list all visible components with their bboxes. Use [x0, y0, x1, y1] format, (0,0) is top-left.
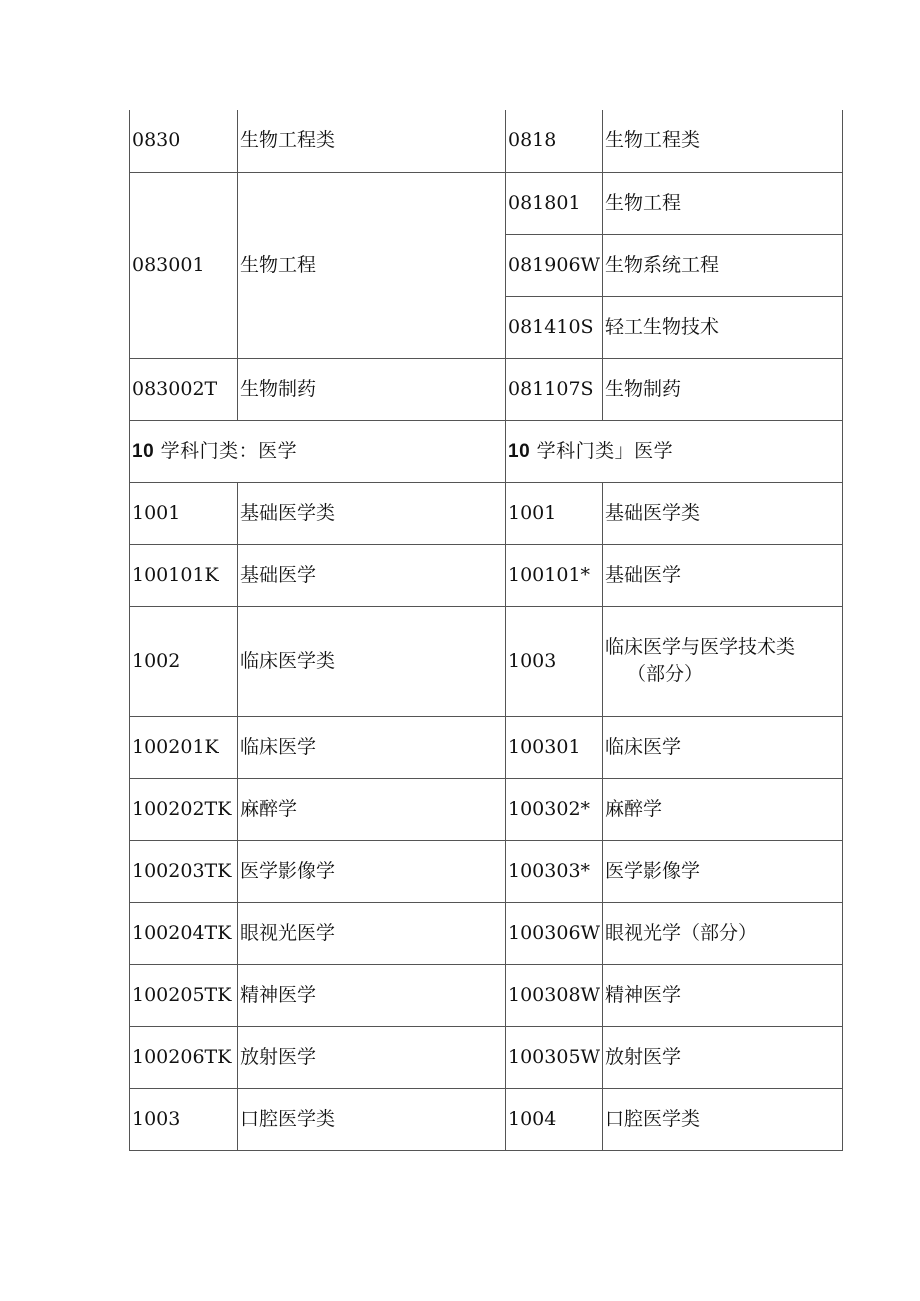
old-code-cell: 0818: [506, 110, 603, 172]
table-row: [130, 606, 843, 716]
new-name-cell: 口腔医学类: [238, 1088, 506, 1150]
table-row: [130, 544, 843, 606]
new-code-cell: 1001: [130, 482, 238, 544]
old-code-cell: 100303*: [506, 840, 603, 902]
old-name-cell: 基础医学类: [603, 482, 843, 544]
old-code-cell: 081801: [506, 172, 603, 234]
old-code-cell: 100301: [506, 716, 603, 778]
discipline-number: 10: [132, 440, 155, 462]
old-code-cell: 081107S: [506, 358, 603, 420]
table-row: [130, 964, 843, 1026]
table-row: [130, 1088, 843, 1150]
discipline-number: 10: [508, 440, 531, 462]
old-name-cell: 临床医学: [603, 716, 843, 778]
table-row: [130, 358, 843, 420]
new-code-cell: 100201K: [130, 716, 238, 778]
table-row: [130, 716, 843, 778]
new-name-cell: 临床医学类: [238, 606, 506, 716]
old-code-cell: 1004: [506, 1088, 603, 1150]
new-name-cell: 放射医学: [238, 1026, 506, 1088]
old-code-cell: 100101*: [506, 544, 603, 606]
discipline-title: 学科门类」医学: [530, 439, 674, 462]
table-row: [130, 172, 843, 234]
old-name-cell: 生物系统工程: [603, 234, 843, 296]
old-name-line-1: 临床医学与医学技术类: [605, 636, 796, 658]
old-name-cell: 生物工程类: [603, 110, 843, 172]
table-row: [130, 840, 843, 902]
new-name-cell: 医学影像学: [238, 840, 506, 902]
old-code-cell: 100308W: [506, 964, 603, 1026]
new-name-cell: 基础医学: [238, 544, 506, 606]
new-code-cell: 0830: [130, 110, 238, 172]
old-name-cell: 生物制药: [603, 358, 843, 420]
new-code-cell: 100206TK: [130, 1026, 238, 1088]
old-discipline-heading: [506, 420, 843, 482]
new-name-cell: 生物工程: [238, 172, 506, 358]
old-name-cell: 麻醉学: [603, 778, 843, 840]
new-code-cell: 100203TK: [130, 840, 238, 902]
new-code-cell: 1003: [130, 1088, 238, 1150]
major-correspondence-table: [129, 110, 843, 1151]
old-code-cell: 100302*: [506, 778, 603, 840]
old-name-cell: 精神医学: [603, 964, 843, 1026]
new-code-cell: 083002T: [130, 358, 238, 420]
old-name-cell: 眼视光学（部分）: [603, 902, 843, 964]
new-name-cell: 临床医学: [238, 716, 506, 778]
old-name-cell: 生物工程: [603, 172, 843, 234]
new-code-cell: 1002: [130, 606, 238, 716]
new-code-cell: 100101K: [130, 544, 238, 606]
table-row: [130, 110, 843, 172]
old-name-cell: 医学影像学: [603, 840, 843, 902]
table-row: [130, 1026, 843, 1088]
old-name-cell: 口腔医学类: [603, 1088, 843, 1150]
new-code-cell: 100204TK: [130, 902, 238, 964]
table-row: [130, 482, 843, 544]
old-code-cell: 081906W: [506, 234, 603, 296]
new-name-cell: 麻醉学: [238, 778, 506, 840]
table-row: [130, 778, 843, 840]
new-name-cell: 生物工程类: [238, 110, 506, 172]
new-name-cell: 精神医学: [238, 964, 506, 1026]
new-code-cell: 083001: [130, 172, 238, 358]
table-row: [130, 902, 843, 964]
new-code-cell: 100205TK: [130, 964, 238, 1026]
old-name-cell: 基础医学: [603, 544, 843, 606]
old-code-cell: 1001: [506, 482, 603, 544]
old-name-cell: 轻工生物技术: [603, 296, 843, 358]
new-name-cell: 生物制药: [238, 358, 506, 420]
old-name-cell: 放射医学: [603, 1026, 843, 1088]
old-name-cell: [603, 606, 843, 716]
new-code-cell: 100202TK: [130, 778, 238, 840]
old-name-line-2: （部分）: [627, 663, 704, 685]
old-code-cell: 081410S: [506, 296, 603, 358]
new-name-cell: 眼视光医学: [238, 902, 506, 964]
new-name-cell: 基础医学类: [238, 482, 506, 544]
discipline-title: 学科门类：医学: [154, 439, 298, 462]
new-discipline-heading: [130, 420, 506, 482]
old-code-cell: 100306W: [506, 902, 603, 964]
section-header-row: [130, 420, 843, 482]
old-code-cell: 100305W: [506, 1026, 603, 1088]
old-code-cell: 1003: [506, 606, 603, 716]
